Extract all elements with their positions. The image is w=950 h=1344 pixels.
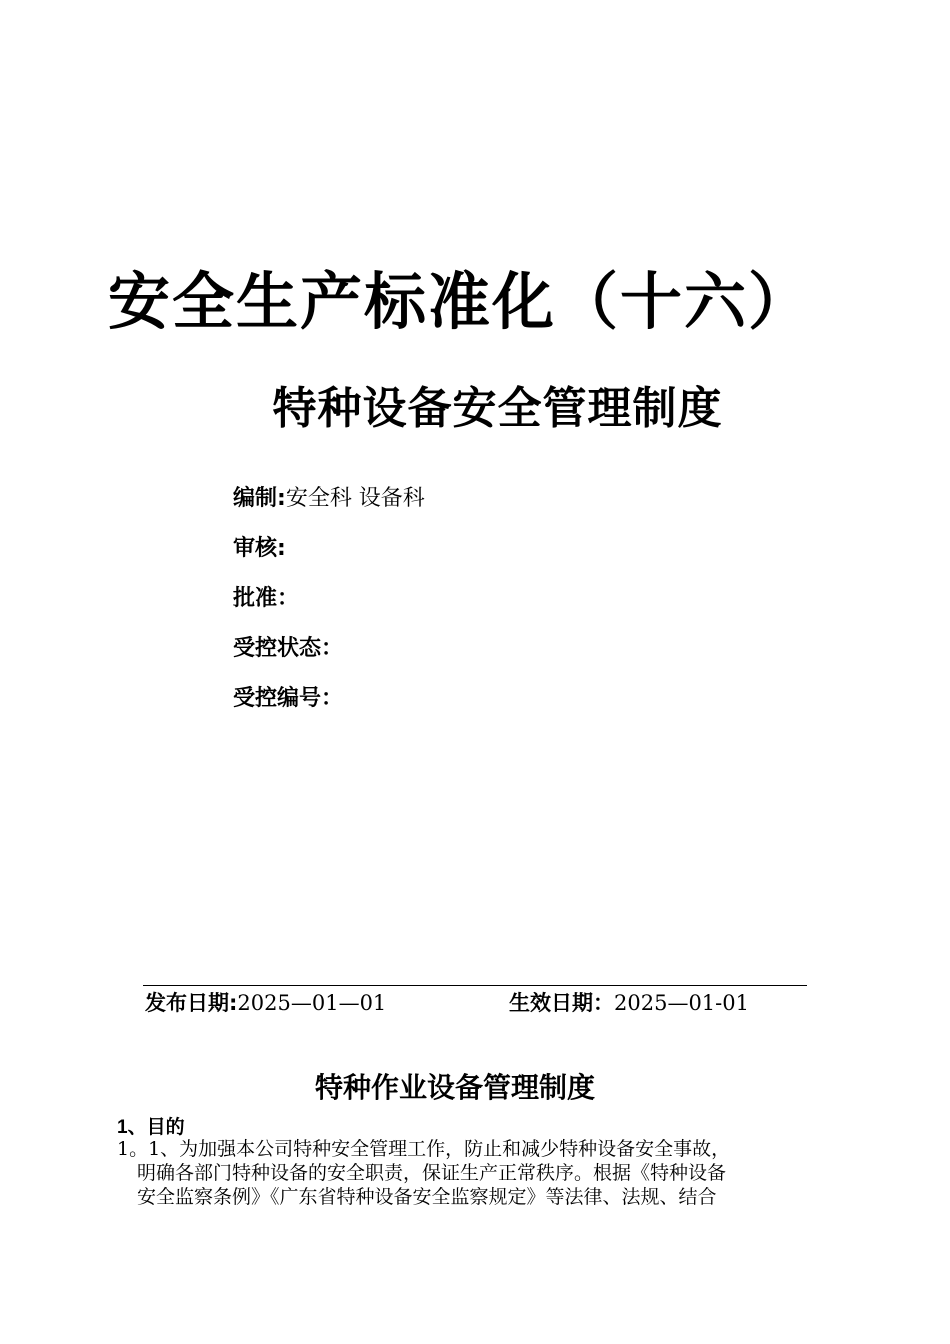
approved-by-row [233,584,425,634]
compiled-by-label: 编制: [233,486,286,511]
control-status-label: 受控状态： [233,636,344,661]
reviewed-by-label: 审核: [233,536,286,561]
main-title: 安全生产标准化（十六） [107,265,812,338]
control-status-row [233,634,425,684]
paragraph-line: 安全监察条例》《广东省特种设备安全监察规定》等法律、法规、结合 [137,1186,717,1208]
issue-date-label: 发布日期: [145,991,238,1015]
effective-date-value: 2025—01-01 [614,991,749,1015]
issue-date-value: 2025—01—01 [237,991,387,1015]
control-number-row [233,684,425,734]
compiled-by-row [233,484,425,534]
issue-date [145,987,386,1017]
sub-title: 特种设备安全管理制度 [272,383,723,434]
effective-date [509,987,749,1017]
purpose-paragraph [117,1137,859,1209]
date-row [145,985,805,1015]
section-title: 特种作业设备管理制度 [314,1071,595,1104]
approved-by-label: 批准： [233,586,300,611]
compiled-by-value: 安全科 设备科 [285,486,425,511]
heading-purpose: 1、目的 [117,1117,185,1138]
effective-date-label: 生效日期： [509,991,614,1015]
paragraph-line: 明确各部门特种设备的安全职责，保证生产正常秩序。根据《特种设备 [137,1162,727,1184]
control-number-label: 受控编号： [233,686,344,711]
paragraph-line: 1。1、为加强本公司特种安全管理工作，防止和减少特种设备安全事故， [117,1138,731,1160]
reviewed-by-row [233,534,425,584]
approval-block [233,484,425,734]
